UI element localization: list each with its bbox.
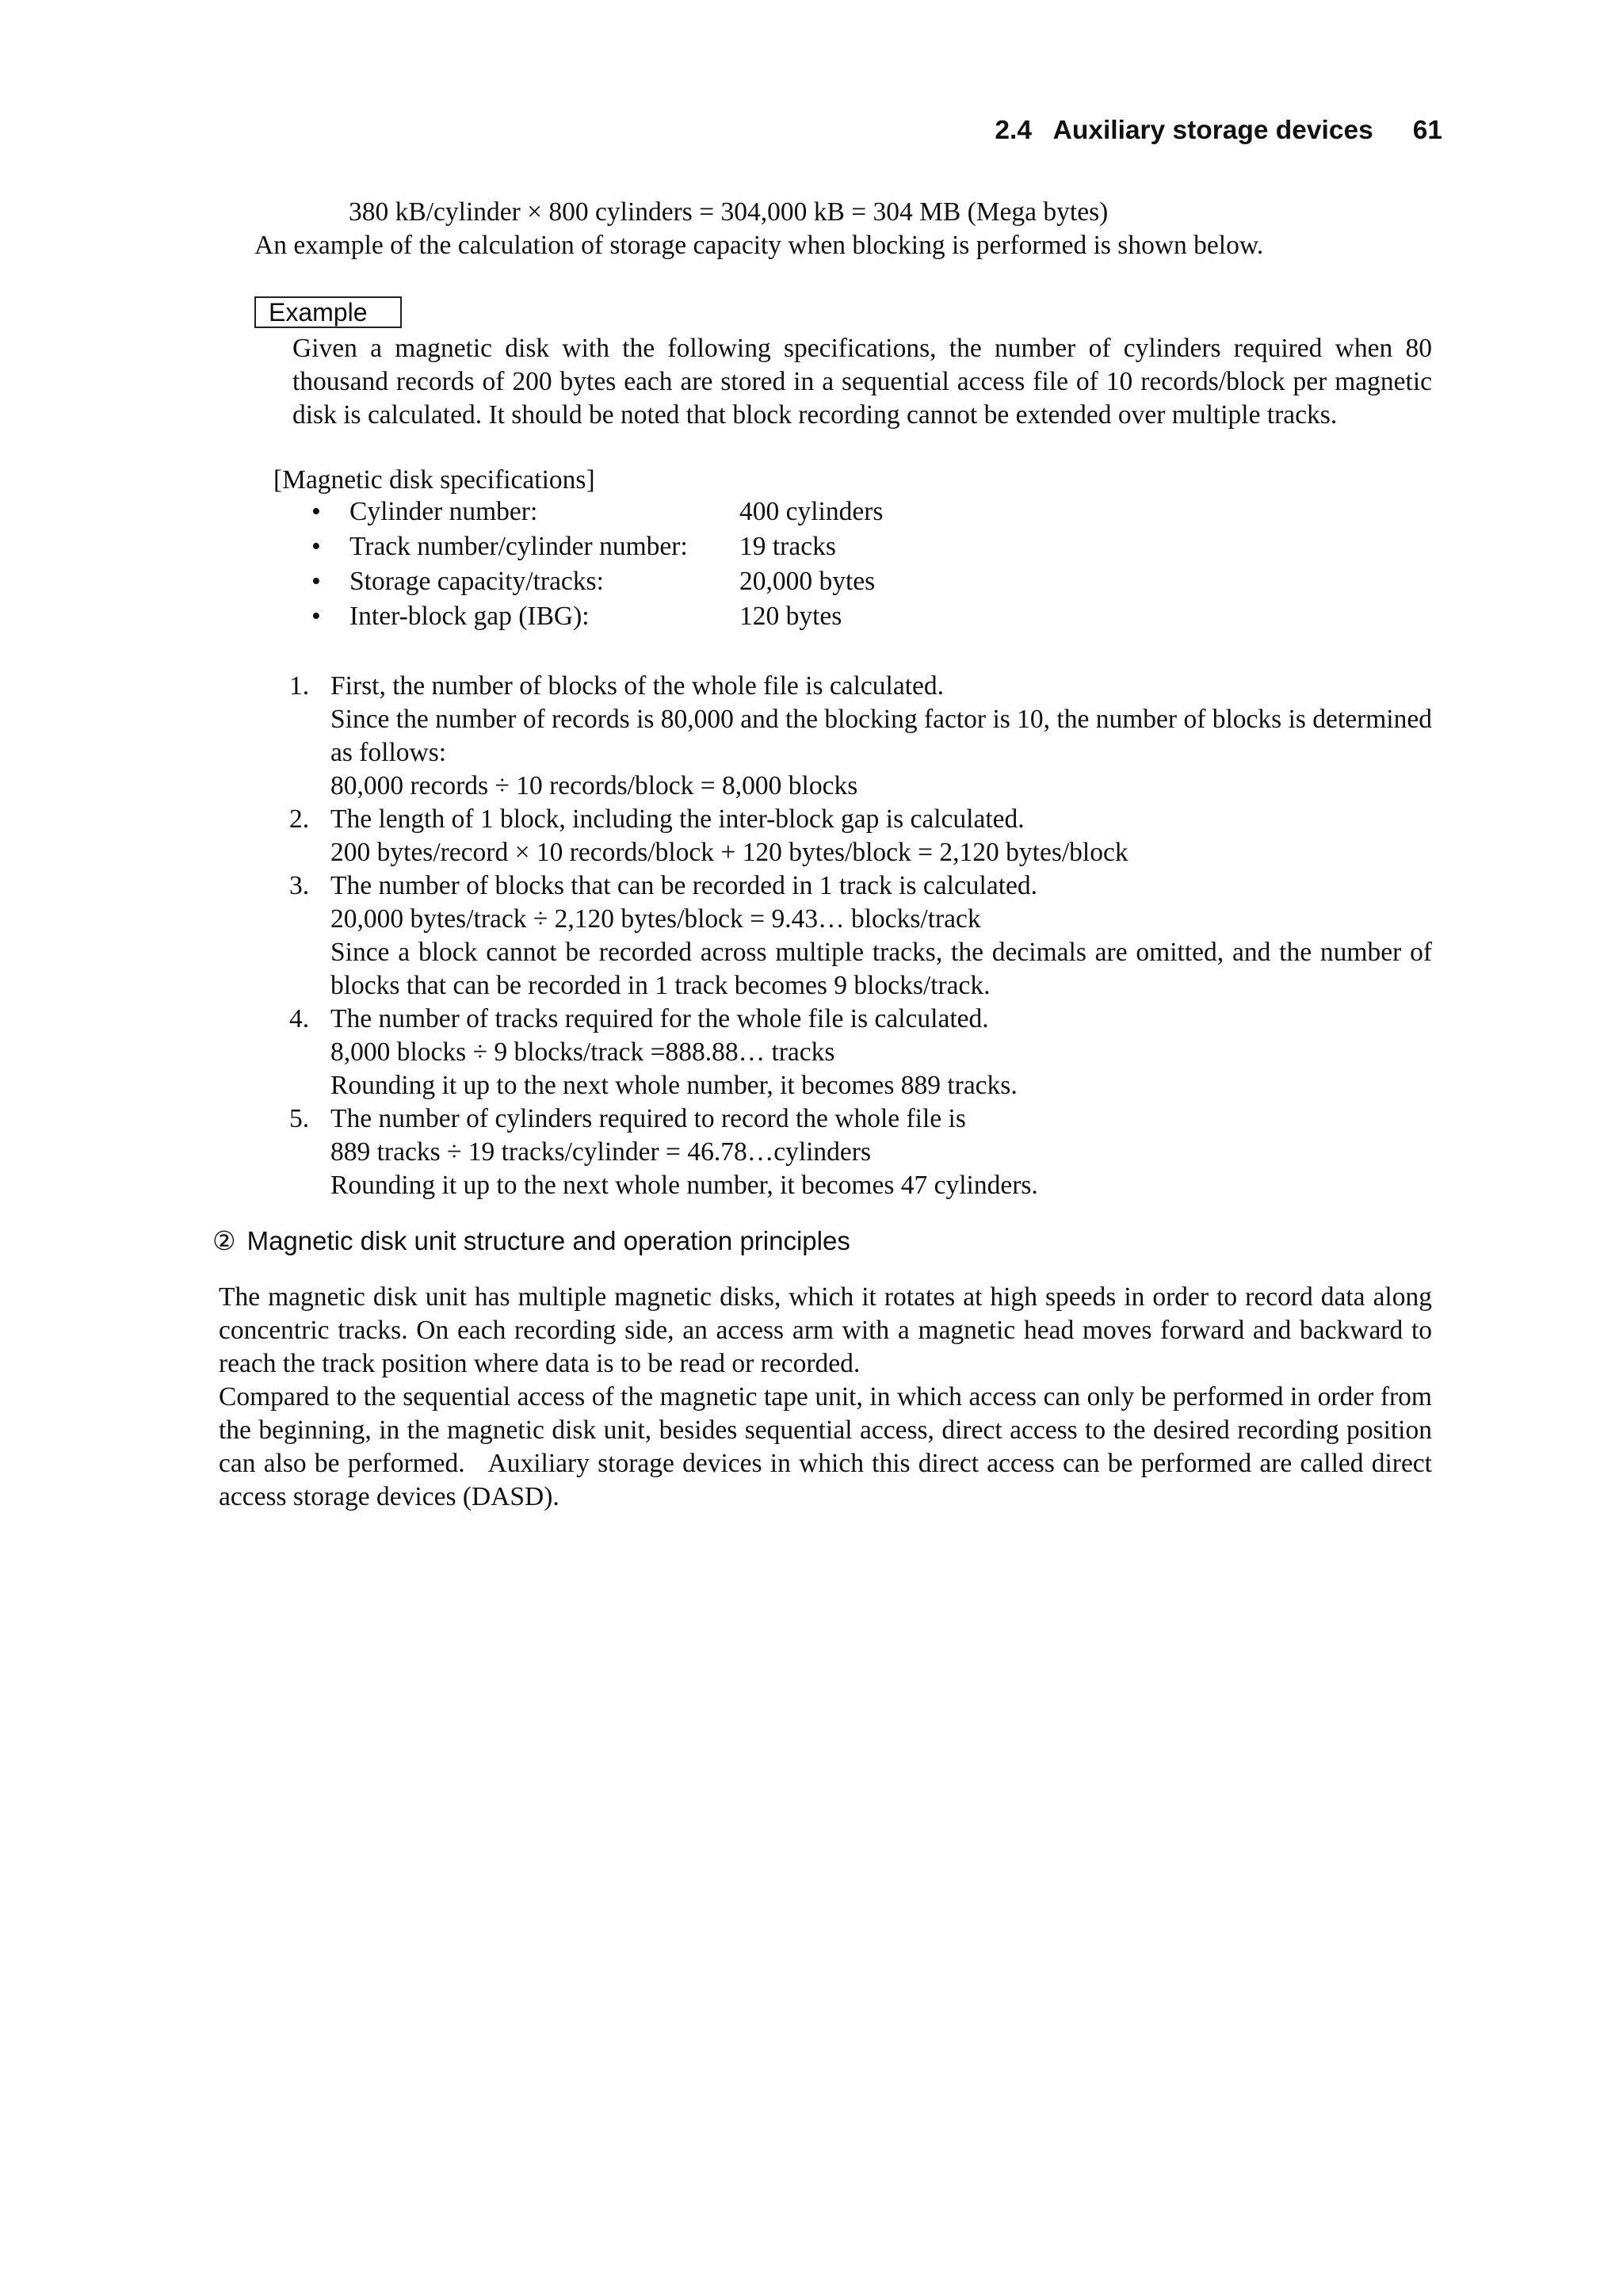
capacity-calc-line: 380 kB/cylinder × 800 cylinders = 304,000 kB = 304 MB (Mega bytes): [349, 197, 1109, 227]
step-item: [289, 869, 1432, 1003]
step-line: 20,000 bytes/track ÷ 2,120 bytes/block = 9.43… blocks/track: [330, 904, 981, 934]
example-label: Example: [269, 298, 368, 327]
step-line: Since a block cannot be recorded across multiple tracks, the decimals are omitted, and the number of blocks that can be recorded in 1 track becomes 9 blocks/track.: [330, 938, 1432, 1000]
step-number: 2.: [289, 804, 310, 834]
step-line: First, the number of blocks of the whole file is calculated.: [330, 671, 945, 701]
step-line: The number of tracks required for the whole file is calculated.: [330, 1004, 989, 1033]
running-header: [995, 116, 1442, 146]
spec-name: Track number/cylinder number:: [349, 532, 688, 561]
section-body: [219, 1281, 1439, 1514]
step-item: [289, 803, 1432, 869]
step-number: 4.: [289, 1004, 310, 1033]
step-number: 5.: [289, 1104, 310, 1133]
bullet-icon: •: [311, 602, 321, 631]
example-paragraph: Given a magnetic disk with the following specifications, the number of cylinders required when 80 thousand records of 200 bytes each are stored in a sequential access file of 10 records/block per magnetic disk is calculated. It should be noted that block recording cannot be extended over multiple tracks.: [292, 334, 1432, 430]
step-line: The number of blocks that can be recorded in 1 track is calculated.: [330, 871, 1038, 900]
step-item: [289, 1003, 1432, 1102]
step-line: 8,000 blocks ÷ 9 blocks/track =888.88… tracks: [330, 1037, 835, 1067]
example-intro-text: An example of the calculation of storage capacity when blocking is performed is shown below.: [254, 231, 1264, 260]
step-line: 889 tracks ÷ 19 tracks/cylinder = 46.78…cylinders: [330, 1137, 871, 1167]
calculation-steps: [289, 670, 1432, 1202]
step-line: Rounding it up to the next whole number, it becomes 889 tracks.: [330, 1071, 1018, 1100]
bullet-icon: •: [311, 532, 321, 561]
step-item: [289, 670, 1432, 803]
step-item: [289, 1102, 1432, 1202]
section-title: 2.4 Auxiliary storage devices: [995, 116, 1373, 145]
page-number: 61: [1412, 116, 1442, 145]
spec-name: Storage capacity/tracks:: [349, 567, 604, 596]
spec-value: 400 cylinders: [739, 497, 884, 526]
step-line: Since the number of records is 80,000 and the blocking factor is 10, the number of blocks is determined as follows:: [330, 705, 1432, 767]
step-line: The number of cylinders required to record the whole file is: [330, 1104, 966, 1133]
step-line: The length of 1 block, including the inter-block gap is calculated.: [330, 804, 1025, 834]
step-line: Rounding it up to the next whole number, it becomes 47 cylinders.: [330, 1171, 1038, 1200]
spec-value: 20,000 bytes: [739, 567, 876, 596]
step-line: 80,000 records ÷ 10 records/block = 8,000 blocks: [330, 771, 858, 800]
section-heading: [212, 1224, 850, 1258]
bullet-icon: •: [311, 567, 321, 596]
spec-name: Cylinder number:: [349, 497, 538, 526]
step-line: 200 bytes/record × 10 records/block + 120 bytes/block = 2,120 bytes/block: [330, 838, 1128, 867]
bullet-icon: •: [311, 497, 321, 526]
example-label-box: [254, 296, 402, 328]
section-heading-text: Magnetic disk unit structure and operation principles: [246, 1226, 850, 1255]
spec-name: Inter-block gap (IBG):: [349, 602, 590, 631]
step-number: 1.: [289, 671, 310, 701]
body-paragraph: Compared to the sequential access of the magnetic tape unit, in which access can only be performed in order from the beginning, in the magnetic disk unit, besides sequential access, direct access to the desired recording position can also be performed. Auxiliary storage devices in which this direct access can be performed are called direct access storage devices (DASD).: [219, 1382, 1439, 1511]
step-number: 3.: [289, 871, 310, 900]
circled-number-icon: ②: [212, 1226, 236, 1255]
spec-value: 19 tracks: [739, 532, 836, 561]
spec-heading: [Magnetic disk specifications]: [273, 465, 595, 495]
body-paragraph: The magnetic disk unit has multiple magnetic disks, which it rotates at high speeds in order to record data along concentric tracks. On each recording side, an access arm with a magnetic head moves forward and backward to reach the track position where data is to be read or recorded.: [219, 1282, 1432, 1378]
spec-value: 120 bytes: [739, 602, 842, 631]
